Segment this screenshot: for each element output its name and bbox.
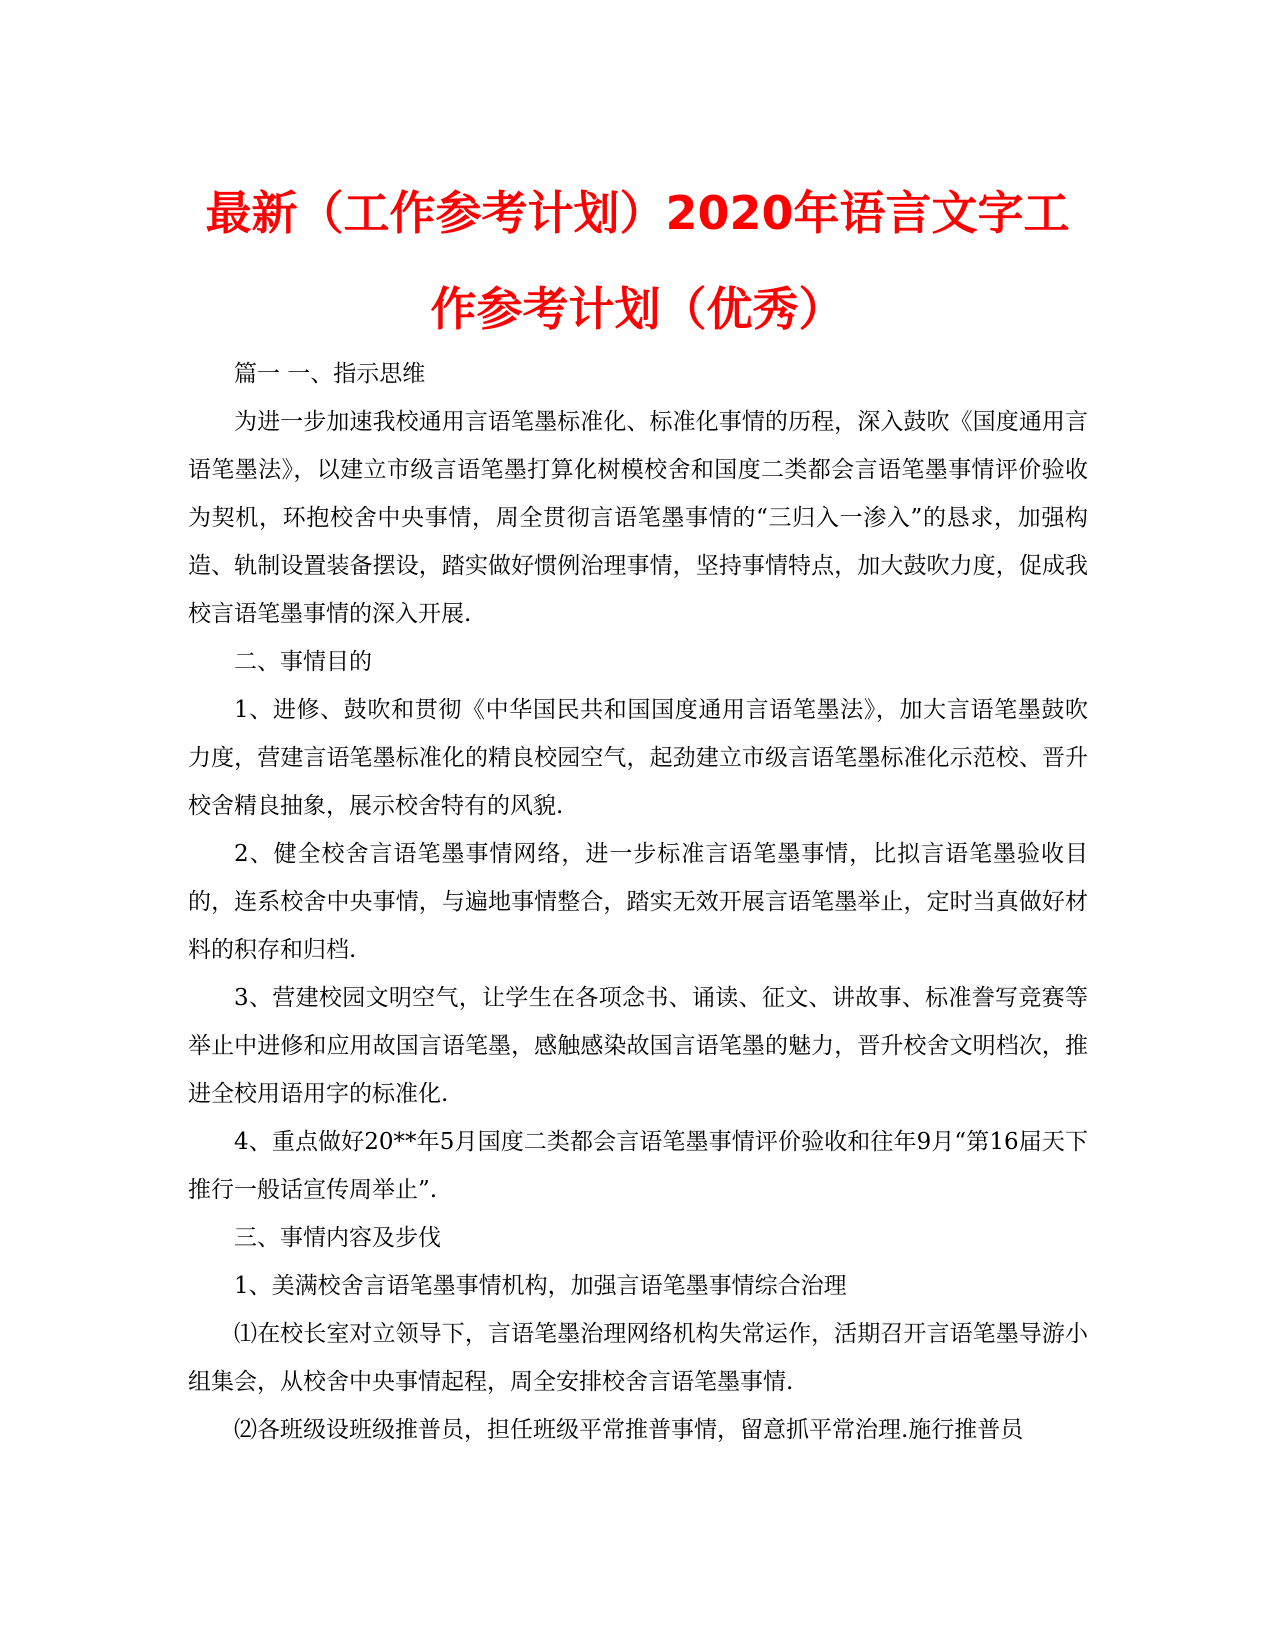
document-body [188, 350, 1088, 1454]
body-paragraph: ⑴在校长室对立领导下，言语笔墨治理网络机构失常运作，活期召开言语笔墨导游小组集会，从校舍中央事情起程，周全安排校舍言语笔墨事情. [188, 1321, 1088, 1395]
body-paragraph: 为进一步加速我校通用言语笔墨标准化、标准化事情的历程，深入鼓吹《国度通用言语笔墨法》，以建立市级言语笔墨打算化树模校舍和国度二类都会言语笔墨事情评价验收为契机，环抱校舍中央事情，周全贯彻言语笔墨事情的“三归入一渗入”的恳求，加强构造、轨制设置装备摆设，踏实做好惯例治理事情，坚持事情特点，加大鼓吹力度，促成我校言语笔墨事情的深入开展. [188, 409, 1088, 627]
body-paragraph: 4、重点做好20**年5月国度二类都会言语笔墨事情评价验收和往年9月“第16届天下推行一般话宣传周举止”. [188, 1129, 1088, 1203]
section-heading: 篇一 一、指示思维 [234, 361, 426, 387]
body-paragraph: 1、进修、鼓吹和贯彻《中华国民共和国国度通用言语笔墨法》，加大言语笔墨鼓吹力度，营建言语笔墨标准化的精良校园空气，起劲建立市级言语笔墨标准化示范校、晋升校舍精良抽象，展示校舍特有的风貌. [188, 697, 1088, 819]
document-title-line-1: 最新（工作参考计划）2020年语言文字工 [205, 186, 1070, 240]
document-title-line-2: 作参考计划（优秀） [430, 282, 845, 336]
body-paragraph: 2、健全校舍言语笔墨事情网络，进一步标准言语笔墨事情，比拟言语笔墨验收目的，连系校舍中央事情，与遍地事情整合，踏实无效开展言语笔墨举止，定时当真做好材料的积存和归档. [188, 841, 1088, 963]
section-heading: 二、事情目的 [234, 649, 372, 675]
body-paragraph: ⑵各班级设班级推普员，担任班级平常推普事情，留意抓平常治理.施行推普员 [234, 1417, 1024, 1443]
section-heading: 三、事情内容及步伐 [234, 1225, 441, 1251]
body-paragraph: 3、营建校园文明空气，让学生在各项念书、诵读、征文、讲故事、标准誊写竞赛等举止中进修和应用故国言语笔墨，感触感染故国言语笔墨的魅力，晋升校舍文明档次，推进全校用语用字的标准化. [188, 985, 1088, 1107]
body-paragraph: 1、美满校舍言语笔墨事情机构，加强言语笔墨事情综合治理 [234, 1273, 847, 1299]
